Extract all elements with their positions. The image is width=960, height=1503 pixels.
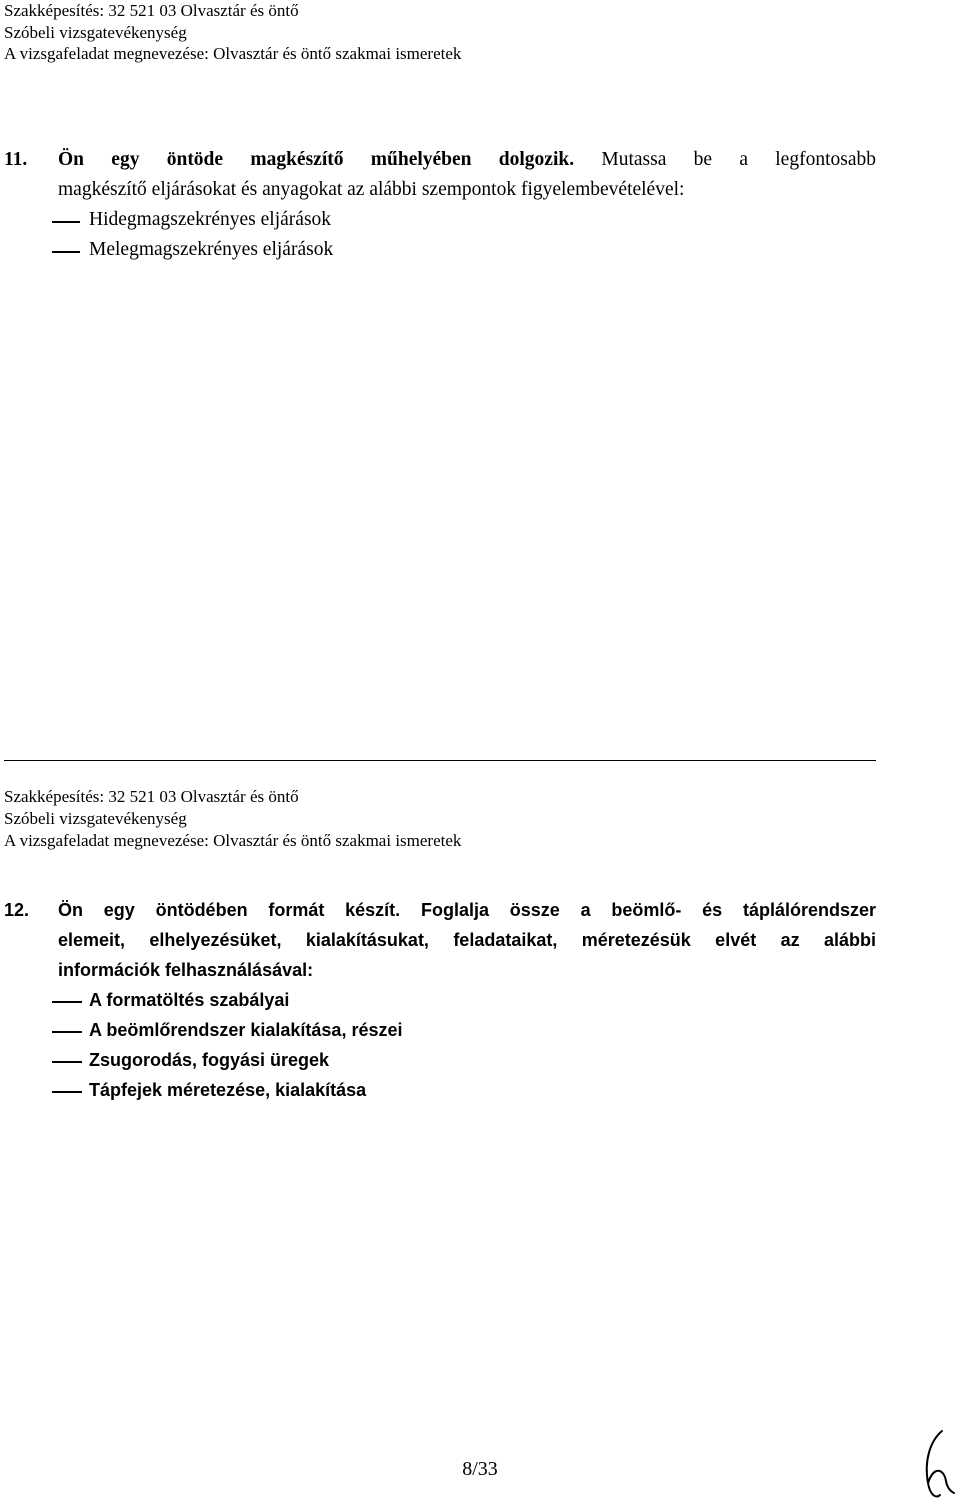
dash-bullet — [52, 1061, 82, 1063]
header-task-name: A vizsgafeladat megnevezése: Olvasztár és öntő szakmai ismeretek — [4, 44, 462, 63]
question-12-line-3: információk felhasználásával: — [58, 960, 314, 980]
question-12-item — [4, 1045, 876, 1075]
question-12-line-2: elemeit, elhelyezésüket, kialakításukat, feladataikat, méretezésük elvét az alábbi — [58, 930, 876, 950]
question-11-item — [4, 235, 876, 265]
page-number: 8/33 — [462, 1458, 498, 1480]
question-12-item — [4, 1075, 876, 1105]
question-12-item-text: A formatöltés szabályai — [89, 990, 290, 1010]
dash-bullet — [52, 1031, 82, 1033]
question-11-item-text: Hidegmagszekrényes eljárások — [89, 209, 332, 230]
header-task-name: A vizsgafeladat megnevezése: Olvasztár és öntő szakmai ismeretek — [4, 831, 462, 850]
question-11-line-1-rest: Mutassa be a legfontosabb — [574, 149, 876, 170]
question-11-line-1 — [58, 145, 876, 175]
question-11-item — [4, 205, 876, 235]
question-12 — [4, 895, 876, 1105]
dash-bullet — [52, 221, 80, 223]
question-11-line-2: magkészítő eljárásokat és anyagokat az alábbi szempontok figyelembevételével: — [58, 179, 685, 200]
dash-bullet — [52, 251, 80, 253]
question-12-item-text: A beömlőrendszer kialakítása, részei — [89, 1020, 403, 1040]
question-12-line-1: Ön egy öntödében formát készít. Foglalja össze a beömlő- és táplálórendszer — [58, 900, 876, 920]
question-11-number: 11. — [4, 149, 28, 170]
question-12-item — [4, 1015, 876, 1045]
header-qualification: Szakképesítés: 32 521 03 Olvasztár és öntő — [4, 1, 299, 20]
separator-rule — [4, 760, 876, 761]
header-exam-type: Szóbeli vizsgatevékenység — [4, 809, 187, 828]
dash-bullet — [52, 1001, 82, 1003]
signature-mark — [920, 1425, 960, 1503]
header-exam-type: Szóbeli vizsgatevékenység — [4, 23, 187, 42]
question-12-number: 12. — [4, 900, 30, 920]
question-11-item-text: Melegmagszekrényes eljárások — [89, 239, 334, 260]
question-11 — [4, 145, 876, 265]
question-12-item-text: Zsugorodás, fogyási üregek — [89, 1050, 330, 1070]
header-qualification: Szakképesítés: 32 521 03 Olvasztár és öntő — [4, 787, 299, 806]
question-12-item — [4, 985, 876, 1015]
question-11-lead: Ön egy öntöde magkészítő műhelyében dolgozik. — [58, 149, 575, 170]
question-12-item-text: Tápfejek méretezése, kialakítása — [89, 1080, 367, 1100]
dash-bullet — [52, 1091, 82, 1093]
